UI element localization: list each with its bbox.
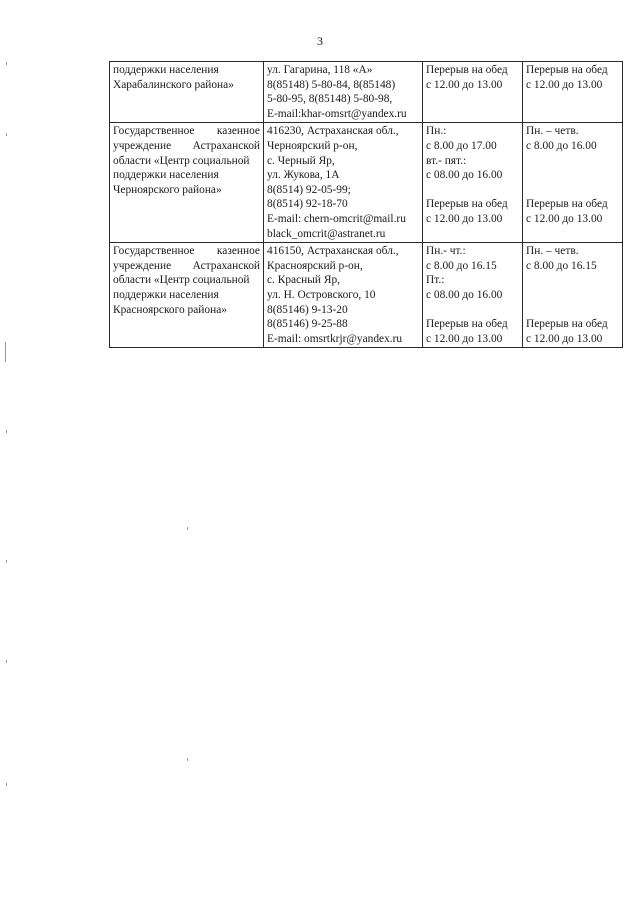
scan-artifact bbox=[6, 430, 7, 433]
hours-admin-cell bbox=[523, 62, 623, 123]
org-line: поддержки населения bbox=[113, 64, 219, 76]
spacer bbox=[526, 154, 619, 169]
hours-line: Пн.- чт.: bbox=[426, 245, 466, 258]
spacer bbox=[426, 183, 519, 198]
hours-line: Перерыв на обед bbox=[426, 64, 508, 76]
address-line: 416150, Астраханская обл., bbox=[267, 245, 399, 258]
hours-line: с 12.00 до 13.00 bbox=[526, 78, 603, 91]
address-cell bbox=[264, 62, 423, 123]
org-line: учреждение Астраханской bbox=[113, 259, 260, 272]
spacer bbox=[526, 183, 619, 198]
table-row bbox=[110, 243, 623, 348]
spacer bbox=[526, 168, 619, 183]
phone-line: 8(85146) 9-13-20 bbox=[267, 303, 348, 316]
org-line: Харабалинского района» bbox=[113, 78, 234, 91]
email-line: E-mail: chern-omcrit@mail.ru bbox=[267, 212, 406, 225]
phone-line: 8(85146) 9-25-88 bbox=[267, 318, 348, 331]
table-row bbox=[110, 123, 623, 243]
org-line: Красноярского района» bbox=[113, 303, 227, 316]
page-number: 3 bbox=[317, 34, 323, 48]
spacer bbox=[526, 273, 619, 288]
hours-line: Перерыв на обед bbox=[526, 318, 608, 331]
hours-line: с 8.00 до 17.00 bbox=[426, 139, 497, 152]
phone-line: 8(8514) 92-18-70 bbox=[267, 198, 348, 211]
address-line: ул. Н. Островского, 10 bbox=[267, 288, 376, 301]
org-line: учреждение Астраханской bbox=[113, 139, 260, 152]
email-line: E-mail: omsrtkrjr@yandex.ru bbox=[267, 332, 403, 345]
address-cell bbox=[264, 243, 423, 348]
address-line: ул. Гагарина, 118 «А» bbox=[267, 64, 373, 76]
hours-line: с 8.00 до 16.15 bbox=[526, 259, 597, 272]
org-cell bbox=[110, 243, 264, 348]
address-cell bbox=[264, 123, 423, 243]
org-line: Государственное казенное bbox=[113, 245, 260, 258]
spacer bbox=[526, 288, 619, 303]
hours-line: с 12.00 до 13.00 bbox=[426, 332, 503, 345]
hours-line: Перерыв на обед bbox=[526, 198, 608, 211]
hours-line: с 8.00 до 16.15 bbox=[426, 259, 497, 272]
scan-artifact bbox=[6, 133, 7, 136]
org-line: поддержки населения bbox=[113, 288, 219, 301]
hours-line: с 08.00 до 16.00 bbox=[426, 288, 503, 301]
org-cell bbox=[110, 123, 264, 243]
hours-line: с 12.00 до 13.00 bbox=[526, 332, 603, 345]
scan-artifact bbox=[6, 62, 7, 65]
hours-line: с 12.00 до 13.00 bbox=[426, 212, 503, 225]
address-line: с. Красный Яр, bbox=[267, 274, 340, 287]
address-line: ул. Жукова, 1А bbox=[267, 169, 340, 182]
hours-public-cell bbox=[423, 123, 523, 243]
scan-artifact bbox=[187, 527, 188, 530]
scan-artifact bbox=[6, 560, 7, 563]
address-line: Черноярский р-он, bbox=[267, 139, 358, 152]
scan-artifact bbox=[6, 660, 7, 663]
scan-artifact bbox=[6, 783, 7, 786]
hours-line: Пт.: bbox=[426, 274, 445, 287]
org-line: области «Центр социальной bbox=[113, 274, 250, 287]
scan-artifact bbox=[5, 342, 6, 362]
hours-line: с 8.00 до 16.00 bbox=[526, 139, 597, 152]
email-line: E-mail:khar-omsrt@yandex.ru bbox=[267, 107, 407, 120]
address-line: 5-80-95, 8(85148) 5-80-98, bbox=[267, 93, 393, 106]
address-line: 8(85148) 5-80-84, 8(85148) bbox=[267, 78, 396, 91]
scan-artifact bbox=[187, 758, 188, 761]
address-line: с. Черный Яр, bbox=[267, 154, 335, 167]
phone-line: 8(8514) 92-05-99; bbox=[267, 183, 351, 196]
hours-line: с 12.00 до 13.00 bbox=[426, 78, 503, 91]
org-cell bbox=[110, 62, 264, 123]
hours-line: Перерыв на обед bbox=[426, 198, 508, 211]
spacer bbox=[526, 303, 619, 318]
hours-public-cell bbox=[423, 62, 523, 123]
hours-line: Перерыв на обед bbox=[426, 318, 508, 331]
org-line: поддержки населения bbox=[113, 169, 219, 182]
address-line: 416230, Астраханская обл., bbox=[267, 125, 399, 138]
org-line: области «Центр социальной bbox=[113, 154, 250, 167]
hours-line: Пн.: bbox=[426, 125, 447, 138]
hours-line: Пн. – четв. bbox=[526, 245, 579, 258]
hours-line: Пн. – четв. bbox=[526, 125, 579, 138]
hours-line: с 12.00 до 13.00 bbox=[526, 212, 603, 225]
hours-public-cell bbox=[423, 243, 523, 348]
address-line: Красноярский р-он, bbox=[267, 259, 363, 272]
org-line: Черноярского района» bbox=[113, 183, 222, 196]
hours-line: вт.- пят.: bbox=[426, 154, 467, 167]
spacer bbox=[426, 303, 519, 318]
hours-admin-cell bbox=[523, 243, 623, 348]
table-row bbox=[110, 62, 623, 123]
org-line: Государственное казенное bbox=[113, 125, 260, 138]
email-line: black_omcrit@astranet.ru bbox=[267, 227, 386, 240]
hours-admin-cell bbox=[523, 123, 623, 243]
hours-line: с 08.00 до 16.00 bbox=[426, 169, 503, 182]
institutions-table bbox=[109, 61, 623, 348]
hours-line: Перерыв на обед bbox=[526, 64, 608, 76]
